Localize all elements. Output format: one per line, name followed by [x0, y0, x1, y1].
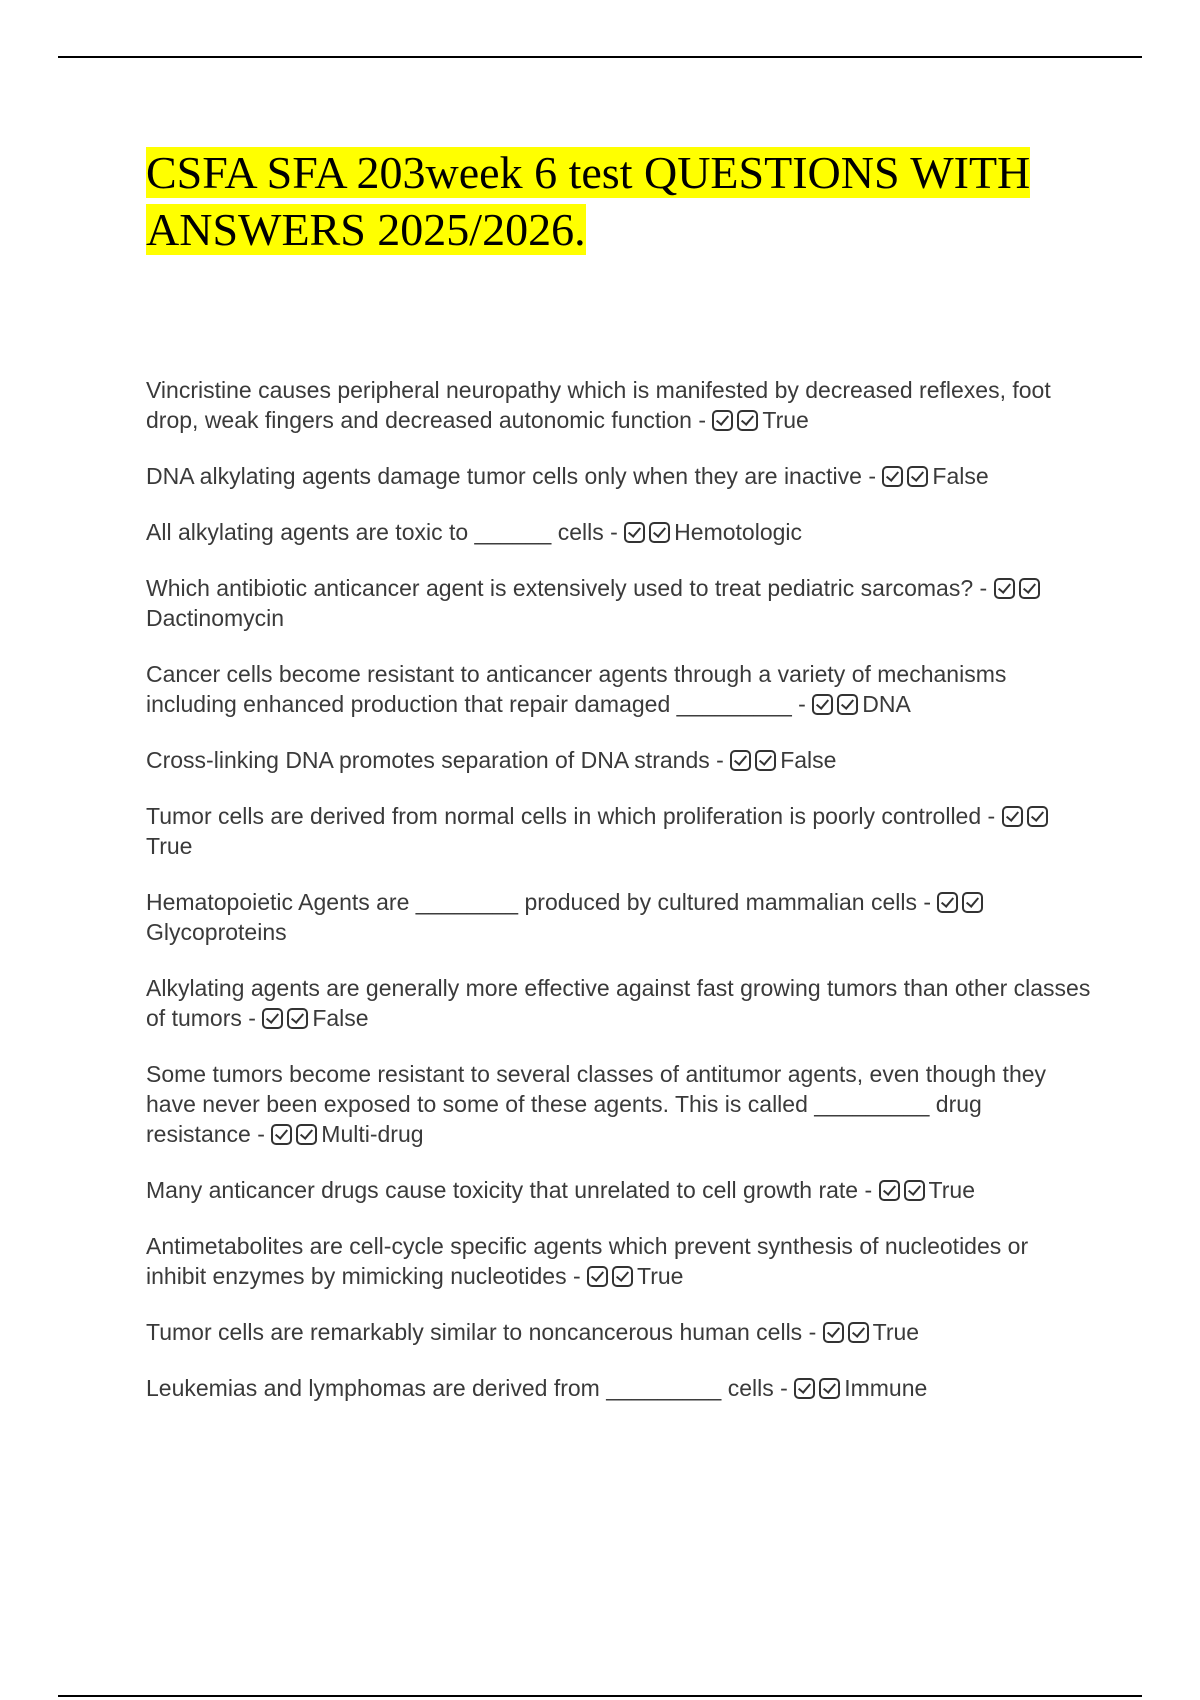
qa-item: Antimetabolites are cell-cycle specific agents which prevent synthesis of nucleotides or inhibit enzymes by mimicking nucleotides - True: [146, 1233, 1029, 1289]
checkbox-checked-icon: [994, 578, 1015, 599]
answer-text: Glycoproteins: [146, 919, 287, 945]
checkbox-checked-icon: [812, 694, 833, 715]
checkbox-checked-icon: [271, 1124, 292, 1145]
checkbox-checked-icon: [819, 1378, 840, 1399]
qa-item: Tumor cells are derived from normal cells in which proliferation is poorly controlled - True: [146, 801, 1091, 861]
question-text: Antimetabolites are cell-cycle specific agents which prevent synthesis of nucleotides or inhibit enzymes by mimicking nucleotides: [146, 1233, 1029, 1289]
question-text: Leukemias and lymphomas are derived from _________ cells: [146, 1375, 774, 1401]
checkbox-checked-icon: [262, 1008, 283, 1029]
qa-item: Some tumors become resistant to several classes of antitumor agents, even though they have never been exposed to some of these agents. This is called _________ drug resistance - Multi-drug: [146, 1061, 1047, 1147]
answer-text: False: [780, 747, 837, 773]
checkbox-checked-icon: [624, 522, 645, 543]
qa-item: Cross-linking DNA promotes separation of DNA strands - False: [146, 747, 837, 773]
qa-item: DNA alkylating agents damage tumor cells only when they are inactive - False: [146, 463, 989, 489]
checkbox-checked-icon: [962, 892, 983, 913]
checkbox-checked-icon: [1019, 578, 1040, 599]
question-text: Tumor cells are derived from normal cells in which proliferation is poorly controlled: [146, 803, 982, 829]
checkbox-checked-icon: [612, 1266, 633, 1287]
qa-item: Many anticancer drugs cause toxicity that unrelated to cell growth rate - True: [146, 1177, 975, 1203]
checkbox-checked-icon: [296, 1124, 317, 1145]
question-text: Vincristine causes peripheral neuropathy which is manifested by decreased reflexes, foot drop, weak fingers and decreased autonomic function: [146, 377, 1051, 433]
checkbox-checked-icon: [907, 466, 928, 487]
checkbox-checked-icon: [287, 1008, 308, 1029]
checkbox-checked-icon: [794, 1378, 815, 1399]
qa-item: Cancer cells become resistant to anticancer agents through a variety of mechanisms including enhanced production that repair damaged _________ - DNA: [146, 661, 1007, 717]
answer-text: True: [146, 833, 193, 859]
answer-text: True: [637, 1263, 684, 1289]
answer-text: Immune: [844, 1375, 928, 1401]
checkbox-checked-icon: [587, 1266, 608, 1287]
answer-text: Multi-drug: [321, 1121, 424, 1147]
qa-item: All alkylating agents are toxic to ______ cells - Hemotologic: [146, 519, 803, 545]
qa-item: Alkylating agents are generally more effective against fast growing tumors than other classes of tumors - False: [146, 975, 1091, 1031]
question-text: DNA alkylating agents damage tumor cells only when they are inactive: [146, 463, 862, 489]
answer-text: False: [312, 1005, 369, 1031]
question-text: Hematopoietic Agents are ________ produced by cultured mammalian cells: [146, 889, 917, 915]
answer-text: Hemotologic: [674, 519, 803, 545]
question-text: Tumor cells are remarkably similar to noncancerous human cells: [146, 1319, 803, 1345]
qa-list: [146, 375, 1091, 1429]
checkbox-checked-icon: [737, 410, 758, 431]
checkbox-checked-icon: [730, 750, 751, 771]
checkbox-checked-icon: [879, 1180, 900, 1201]
top-rule: [58, 56, 1142, 58]
qa-item: Hematopoietic Agents are ________ produced by cultured mammalian cells - Glycoproteins: [146, 887, 1091, 947]
checkbox-checked-icon: [882, 466, 903, 487]
question-text: Alkylating agents are generally more effective against fast growing tumors than other classes of tumors: [146, 975, 1091, 1031]
title-highlight: CSFA SFA 203week 6 test QUESTIONS WITH ANSWERS 2025/2026.: [146, 147, 1031, 255]
checkbox-checked-icon: [712, 410, 733, 431]
qa-item: Vincristine causes peripheral neuropathy which is manifested by decreased reflexes, foot drop, weak fingers and decreased autonomic function - True: [146, 377, 1051, 433]
checkbox-checked-icon: [1002, 806, 1023, 827]
qa-item: Which antibiotic anticancer agent is extensively used to treat pediatric sarcomas? - Dactinomycin: [146, 573, 1091, 633]
checkbox-checked-icon: [904, 1180, 925, 1201]
question-text: Many anticancer drugs cause toxicity that unrelated to cell growth rate: [146, 1177, 859, 1203]
bottom-rule: [58, 1695, 1142, 1697]
question-text: Cross-linking DNA promotes separation of DNA strands: [146, 747, 710, 773]
answer-text: True: [928, 1177, 975, 1203]
checkbox-checked-icon: [1027, 806, 1048, 827]
qa-item: Leukemias and lymphomas are derived from _________ cells - Immune: [146, 1375, 928, 1401]
page-title: [146, 144, 1086, 258]
checkbox-checked-icon: [937, 892, 958, 913]
answer-text: True: [872, 1319, 920, 1345]
question-text: Which antibiotic anticancer agent is extensively used to treat pediatric sarcomas?: [146, 575, 974, 601]
checkbox-checked-icon: [649, 522, 670, 543]
question-text: Cancer cells become resistant to anticancer agents through a variety of mechanisms including enhanced production that repair damaged _________: [146, 661, 1007, 717]
answer-text: Dactinomycin: [146, 605, 285, 631]
checkbox-checked-icon: [837, 694, 858, 715]
checkbox-checked-icon: [755, 750, 776, 771]
answer-text: True: [762, 407, 809, 433]
checkbox-checked-icon: [848, 1322, 869, 1343]
checkbox-checked-icon: [823, 1322, 844, 1343]
question-text: Some tumors become resistant to several classes of antitumor agents, even though they have never been exposed to some of these agents. This is called _________ drug resistance: [146, 1061, 1047, 1147]
answer-text: DNA: [862, 691, 911, 717]
question-text: All alkylating agents are toxic to ______ cells: [146, 519, 604, 545]
answer-text: False: [932, 463, 989, 489]
qa-item: Tumor cells are remarkably similar to noncancerous human cells - True: [146, 1319, 920, 1345]
